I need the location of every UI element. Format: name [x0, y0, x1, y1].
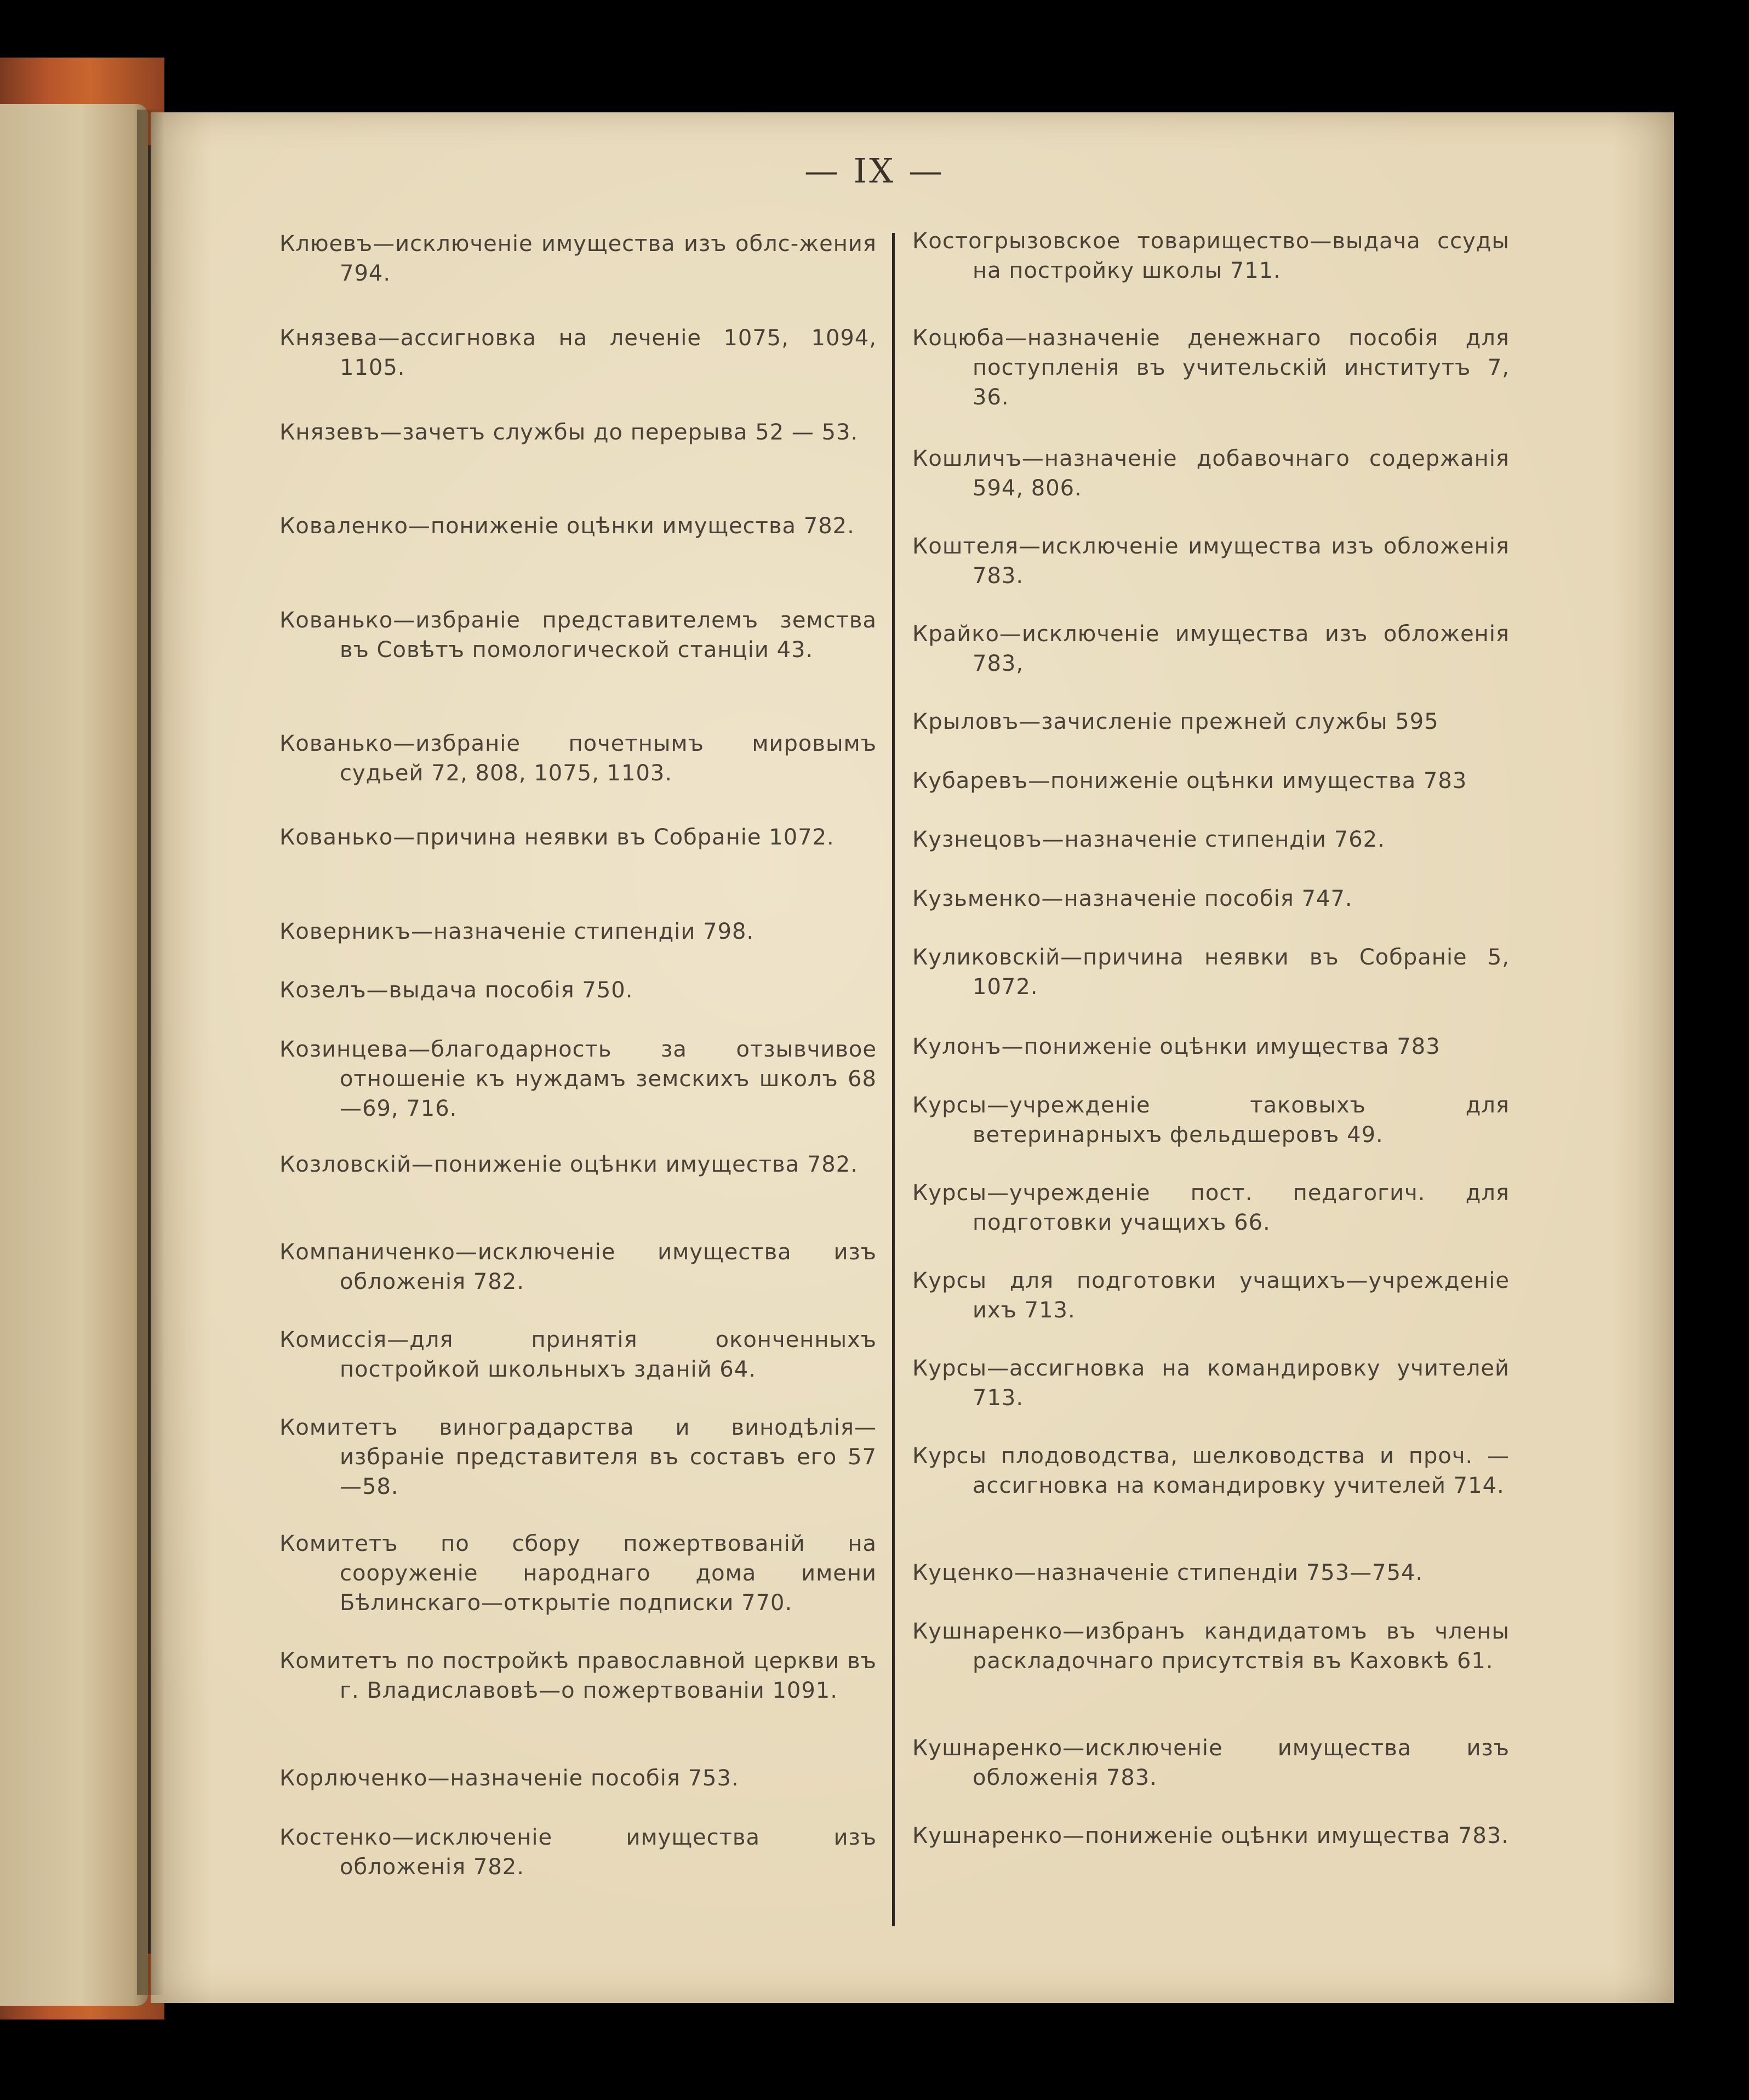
- index-entry: Коверникъ—назначенiе стипендiи 798.: [279, 919, 755, 944]
- index-entry: Корлюченко—назначенiе пособiя 753.: [279, 1766, 739, 1791]
- index-entry: Князева—ассигновка на леченiе 1075, 1094, 1105.: [279, 326, 877, 380]
- index-entry: Кузьменко—назначенiе пособiя 747.: [912, 886, 1353, 911]
- index-entry: Кузнецовъ—назначенiе стипендiи 762.: [912, 827, 1385, 852]
- index-entry: Комитетъ по постройкѣ православной церкви въ г. Владиславовѣ—о пожертвованiи 1091.: [279, 1648, 877, 1703]
- index-entry: Курсы плодоводства, шелководства и проч. —ассигновка на командировку учителей 714.: [912, 1443, 1510, 1498]
- index-entry: Козловскiй—пониженiе оцѣнки имущества 782.: [279, 1152, 858, 1177]
- index-entry: Курсы—учрежденiе таковыхъ для ветеринарныхъ фельдшеровъ 49.: [912, 1093, 1510, 1148]
- index-entry: Коваленко—пониженiе оцѣнки имущества 782.: [279, 513, 855, 539]
- index-entry: Кушнаренко—исключенiе имущества изъ обложенiя 783.: [912, 1736, 1510, 1790]
- index-entry: Кошличъ—назначенiе добавочнаго содержанiя 594, 806.: [912, 446, 1510, 501]
- index-entry: Курсы—учрежденiе пост. педагогич. для подготовки учащихъ 66.: [912, 1180, 1510, 1235]
- index-entry: Комитетъ виноградарства и винодѣлiя—избранiе представителя въ составъ его 57—58.: [279, 1415, 877, 1499]
- index-entry: Клюевъ—исключенiе имущества изъ облс-жения 794.: [279, 231, 877, 286]
- index-entry: Кушнаренко—пониженiе оцѣнки имущества 783.: [912, 1823, 1510, 1848]
- index-entry: Компаниченко—исключенiе имущества изъ обложенiя 782.: [279, 1240, 877, 1294]
- index-entry: Кованько—избранiе представителемъ земства въ Совѣтъ помологической станцiи 43.: [279, 608, 877, 663]
- page-number: — IX —: [804, 151, 945, 191]
- index-entry: Кушнаренко—избранъ кандидатомъ въ члены раскладочнаго присутствiя въ Каховкѣ 61.: [912, 1619, 1510, 1674]
- index-entry: Курсы—ассигновка на командировку учителей 713.: [912, 1356, 1510, 1411]
- index-entry: Крыловъ—зачисленiе прежней службы 595: [912, 709, 1439, 734]
- index-entry: Курсы для подготовки учащихъ—учрежденiе ихъ 713.: [912, 1268, 1510, 1323]
- index-entry: Козелъ—выдача пособiя 750.: [279, 978, 633, 1003]
- index-entry: Комитетъ по сбору пожертвованiй на сооруженiе народнаго дома имени Бѣлинскаго—открытiе подписки 770.: [279, 1531, 877, 1616]
- index-entry: Крайко—исключенiе имущества изъ обложенiя 783,: [912, 621, 1510, 676]
- index-entry: Коштеля—исключенiе имущества изъ обложенiя 783.: [912, 534, 1510, 589]
- index-entry: Кулонъ—пониженiе оцѣнки имущества 783: [912, 1034, 1441, 1059]
- index-entry: Комиссiя—для принятiя оконченныхъ постройкой школьныхъ зданiй 64.: [279, 1327, 877, 1382]
- left-facing-page: [0, 104, 148, 2006]
- index-entry: Костогрызовское товарищество—выдача ссуды на постройку школы 711.: [912, 229, 1510, 283]
- index-entry: Кованько—причина неявки въ Собранiе 1072.: [279, 825, 835, 850]
- index-entry: Козинцева—благодарность за отзывчивое отношенiе къ нуждамъ земскихъ школъ 68—69, 716.: [279, 1037, 877, 1121]
- column-divider: [892, 233, 895, 1926]
- index-entry: Куценко—назначенiе стипендiи 753—754.: [912, 1560, 1424, 1585]
- index-entry: Кованько—избранiе почетнымъ мировымъ судьей 72, 808, 1075, 1103.: [279, 731, 877, 786]
- index-entry: Князевъ—зачетъ службы до перерыва 52 — 53.: [279, 420, 859, 445]
- index-entry: Костенко—исключенiе имущества изъ обложенiя 782.: [279, 1825, 877, 1880]
- index-entry: Куликовскiй—причина неявки въ Собранiе 5, 1072.: [912, 945, 1510, 1000]
- gutter-shadow: [137, 110, 164, 1995]
- index-entry: Кубаревъ—пониженiе оцѣнки имущества 783: [912, 768, 1467, 794]
- index-entry: Коцюба—назначенiе денежнаго пособiя для поступленiя въ учительскiй институтъ 7, 36.: [912, 326, 1510, 410]
